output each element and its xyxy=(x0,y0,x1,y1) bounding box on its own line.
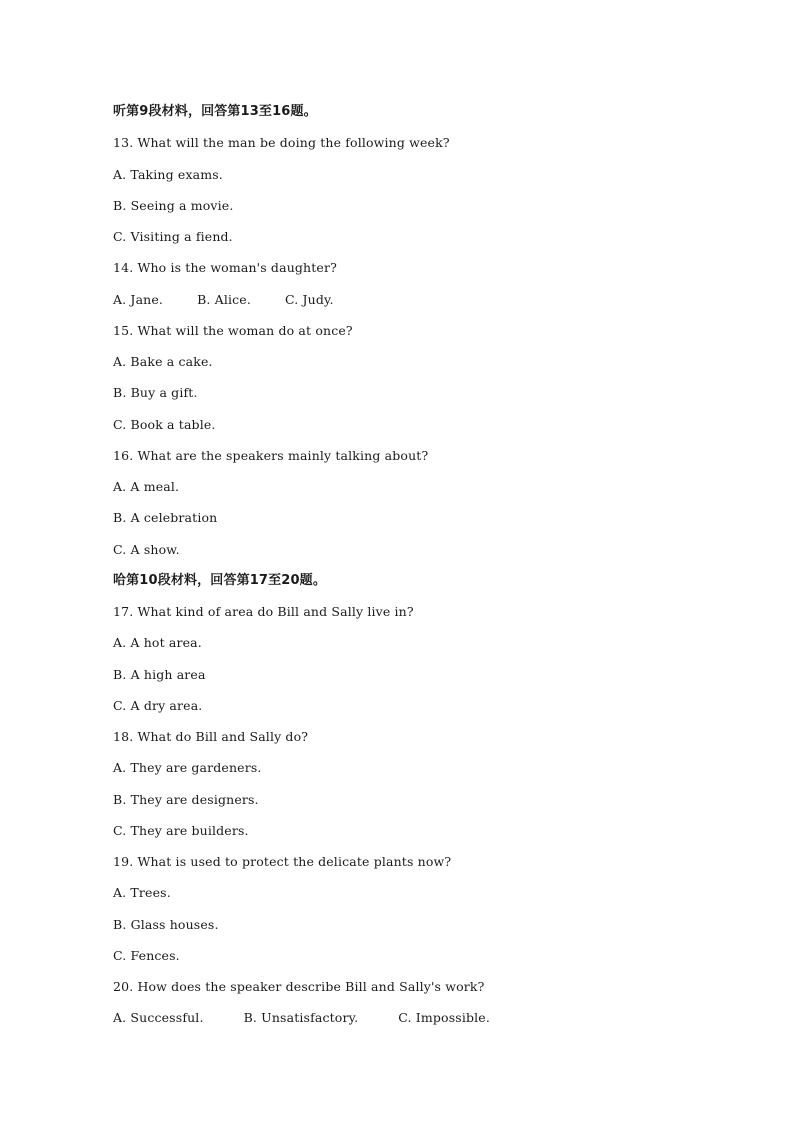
question-19: 19. What is used to protect the delicate plants now? xyxy=(113,854,452,869)
option-15-b: B. Buy a gift. xyxy=(113,385,198,401)
option-17-a: A. A hot area. xyxy=(113,635,202,651)
option-17-c: C. A dry area. xyxy=(113,697,203,713)
option-15-a: A. Bake a cake. xyxy=(113,354,213,369)
option-17-b: B. A high area xyxy=(113,666,206,682)
option-14-a: A. Jane. xyxy=(113,291,164,307)
question-14: 14. Who is the woman's daughter? xyxy=(113,260,337,276)
option-16-a: A. A meal. xyxy=(113,479,180,494)
question-17: 17. What kind of area do Bill and Sally live in? xyxy=(113,604,414,619)
option-19-b: B. Glass houses. xyxy=(113,916,219,932)
option-13-b: B. Seeing a movie. xyxy=(113,197,234,213)
question-18: 18. What do Bill and Sally do? xyxy=(113,729,309,744)
section-heading-10: 哈第10段材料，回答第17至20题。 xyxy=(113,572,326,588)
option-18-b: B. They are designers. xyxy=(113,791,259,807)
question-15: 15. What will the woman do at once? xyxy=(113,322,353,338)
option-13-a: A. Taking exams. xyxy=(113,166,223,182)
option-15-c: C. Book a table. xyxy=(113,416,216,432)
option-14-c: C. Judy. xyxy=(284,291,334,307)
option-16-b: B. A celebration xyxy=(113,510,218,526)
section-heading-9: 听第9段材料，回答第13至16题。 xyxy=(113,104,317,119)
option-20-c: C. Impossible. xyxy=(398,1010,490,1026)
option-19-c: C. Fences. xyxy=(113,947,180,963)
options-14-row xyxy=(113,291,713,322)
option-13-c: C. Visiting a fiend. xyxy=(113,229,233,244)
question-16: 16. What are the speakers mainly talking about? xyxy=(113,447,429,463)
option-18-c: C. They are builders. xyxy=(113,822,249,838)
option-18-a: A. They are gardeners. xyxy=(113,760,262,776)
option-20-a: A. Successful. xyxy=(113,1010,204,1026)
option-16-c: C. A show. xyxy=(113,541,180,557)
option-14-b: B. Alice. xyxy=(197,291,251,307)
option-19-a: A. Trees. xyxy=(113,885,171,901)
question-13: 13. What will the man be doing the following week? xyxy=(113,135,450,151)
option-20-b: B. Unsatisfactory. xyxy=(243,1010,359,1026)
question-20: 20. How does the speaker describe Bill and Sally's work? xyxy=(113,979,485,994)
document-page xyxy=(113,103,713,1041)
options-20-row xyxy=(113,1009,713,1040)
